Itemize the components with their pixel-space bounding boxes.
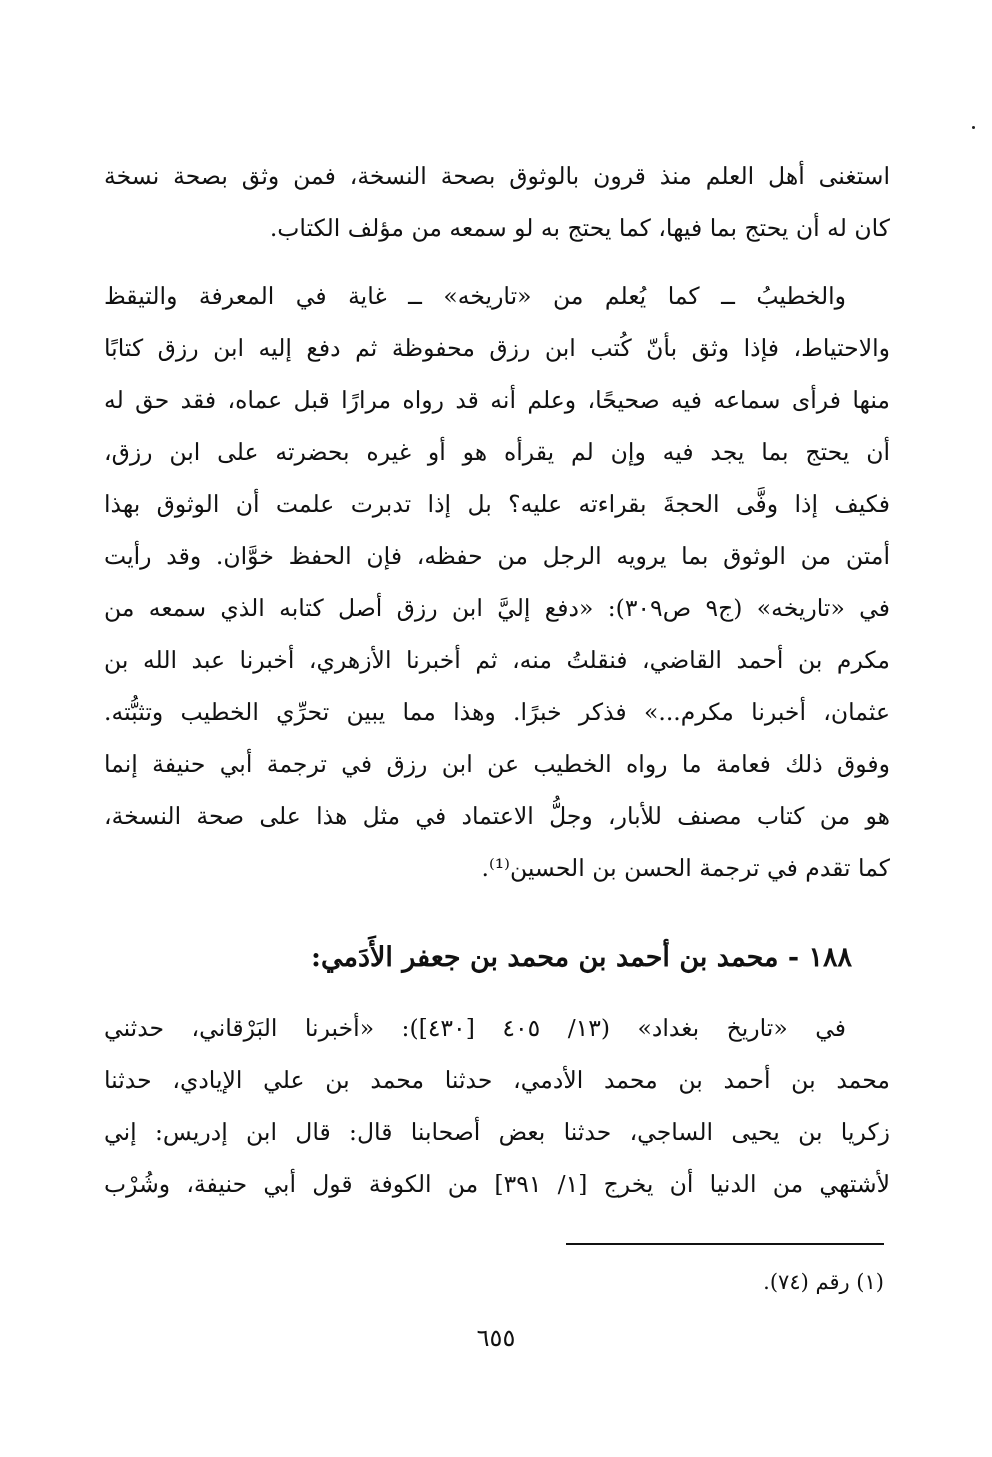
paragraph-line: لأشتهي من الدنيا أن يخرج [١/ ٣٩١] من الكوفة قول أبي حنيفة، وشُرْب <box>104 1170 890 1198</box>
entry-heading: ١٨٨ - محمد بن أحمد بن محمد بن جعفر الأَدَمي: <box>311 942 852 973</box>
paragraph-line: أمتن من الوثوق بما يرويه الرجل من حفظه، فإن الحفظ خوَّان. وقد رأيت <box>104 542 890 570</box>
paragraph-line: أن يحتج بما يجد فيه وإن لم يقرأه هو أو غيره بحضرته على ابن رزق، <box>104 438 890 466</box>
footnote: (١) رقم (٧٤). <box>763 1270 884 1294</box>
paragraph-entry-188 <box>104 1002 890 1210</box>
paragraph-line: وفوق ذلك فعامة ما رواه الخطيب عن ابن رزق في ترجمة أبي حنيفة إنما <box>104 750 890 778</box>
page-number: ٦٥٥ <box>476 1324 516 1352</box>
paragraph-line: استغنى أهل العلم منذ قرون بالوثوق بصحة النسخة، فمن وثق بصحة نسخة <box>104 162 890 190</box>
paragraph-line: محمد بن أحمد بن محمد الأدمي، حدثنا محمد بن علي الإيادي، حدثنا <box>104 1066 890 1094</box>
paragraph-line: في «تاريخ بغداد» (١٣/ ٤٠٥ [٤٣٠]): «أخبرنا البَرْقاني، حدثني <box>104 1014 847 1042</box>
footnote-divider <box>566 1243 884 1245</box>
paragraph-line: فكيف إذا وفَّى الحجةَ بقراءته عليه؟ بل إذا تدبرت علمت أن الوثوق بهذا <box>104 490 890 518</box>
paragraph-intro <box>104 150 890 254</box>
paragraph-line: عثمان، أخبرنا مكرم...» فذكر خبرًا. وهذا مما يبين تحرِّي الخطيب وتثبُّته. <box>104 698 890 726</box>
paragraph-line: مكرم بن أحمد القاضي، فنقلتُ منه، ثم أخبرنا الأزهري، أخبرنا عبد الله بن <box>104 646 890 674</box>
paragraph-line: في «تاريخه» (ج٩ ص٣٠٩): «دفع إليَّ ابن رزق أصل كتابه الذي سمعه من <box>104 594 890 622</box>
paragraph-line: والاحتياط، فإذا وثق بأنّ كُتب ابن رزق محفوظة ثم دفع إليه ابن رزق كتابًا <box>104 334 890 362</box>
paragraph-line: منها فرأى سماعه فيه صحيحًا، وعلم أنه قد رواه مرارًا قبل عماه، فقد حق له <box>104 386 890 414</box>
paragraph-line: هو من كتاب مصنف للأبار، وجلُّ الاعتماد في مثل هذا على صحة النسخة، <box>104 802 890 830</box>
paragraph-khatib <box>104 270 890 894</box>
paragraph-line: زكريا بن يحيى الساجي، حدثنا بعض أصحابنا قال: قال ابن إدريس: إني <box>104 1118 890 1146</box>
paragraph-line: كان له أن يحتج بما فيها، كما يحتج به لو سمعه من مؤلف الكتاب. <box>269 214 890 242</box>
paragraph-line: والخطيبُ ــ كما يُعلم من «تاريخه» ــ غاية في المعرفة والتيقظ <box>104 282 846 310</box>
paragraph-line: كما تقدم في ترجمة الحسن بن الحسين⁽¹⁾. <box>481 854 890 882</box>
scan-dot-mark <box>972 126 975 129</box>
